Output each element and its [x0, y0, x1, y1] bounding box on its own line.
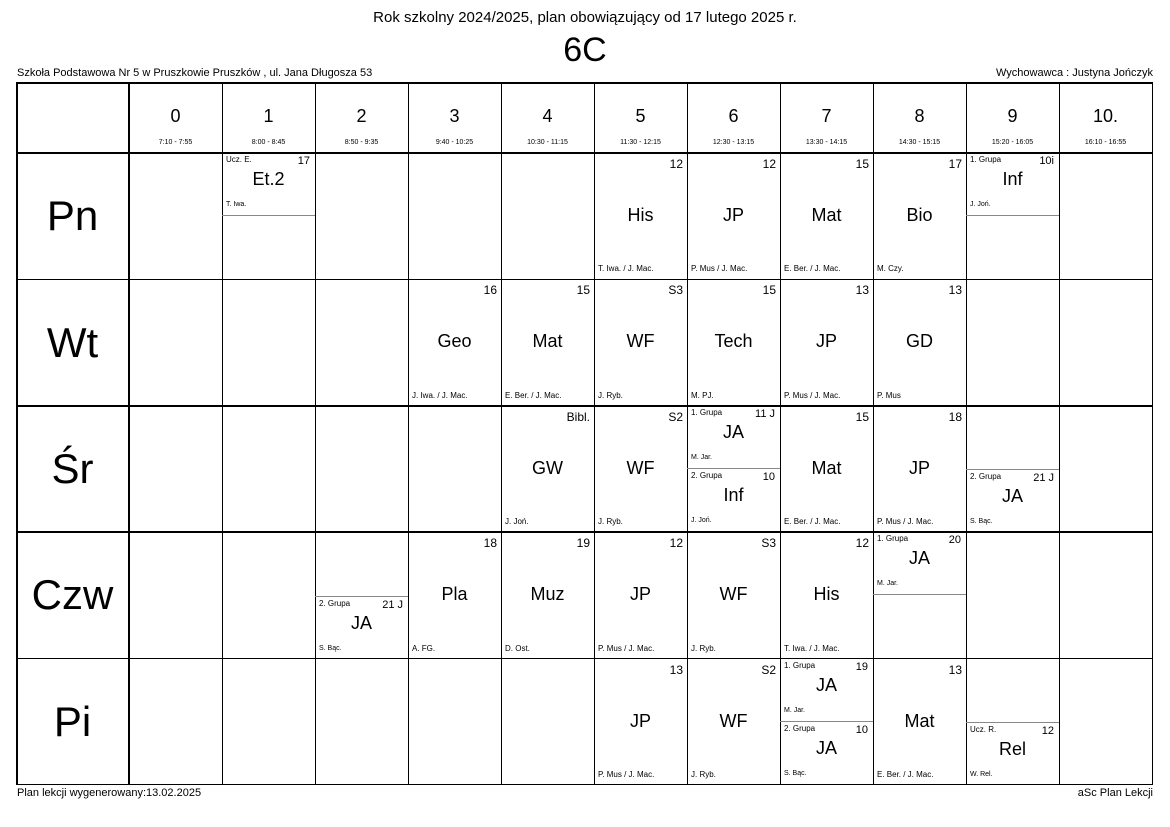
teacher-name: J. Joń.: [505, 517, 529, 527]
subject-name: Et.2: [252, 169, 285, 189]
period-time: 9:40 - 10:25: [435, 139, 474, 146]
teacher-name: J. Iwa. / J. Mac.: [412, 390, 468, 400]
room-number: 21 J: [382, 598, 403, 611]
teacher-name: D. Ost.: [505, 643, 530, 653]
lesson-cell[interactable]: [408, 279, 501, 405]
subject-name: JP: [629, 710, 651, 731]
group-name: 2. Grupa: [691, 471, 723, 481]
lesson-cell[interactable]: [501, 406, 594, 532]
subject-name: Mat: [904, 710, 935, 731]
period-header: [594, 82, 687, 153]
teacher-name: M. PJ.: [691, 390, 714, 400]
room-number: 15: [762, 283, 776, 298]
lesson-cell[interactable]: [966, 153, 1059, 279]
lesson-cell[interactable]: [687, 153, 780, 279]
teacher-name: P. Mus: [877, 390, 901, 400]
period-header: [873, 82, 966, 153]
teacher-name: M. Jar.: [691, 453, 713, 461]
lesson-cell[interactable]: [873, 659, 966, 785]
lesson-cell[interactable]: [687, 659, 780, 785]
subject-name: JA: [815, 674, 837, 695]
room-number: 15: [855, 157, 869, 171]
period-header: [408, 82, 501, 153]
day-label: Pi: [53, 697, 92, 745]
lesson-cell[interactable]: [687, 406, 780, 532]
lesson-cell[interactable]: [780, 153, 873, 279]
subject-name: Geo: [437, 331, 472, 352]
room-number: 12: [855, 536, 869, 551]
period-number: 7: [821, 106, 832, 126]
room-number: 16: [483, 283, 497, 298]
lesson-cell[interactable]: [966, 406, 1059, 532]
group-name: 2. Grupa: [319, 598, 351, 608]
teacher-name: T. Iwa. / J. Mac.: [784, 643, 840, 653]
timetable-grid: [16, 82, 1153, 785]
room-number: S3: [761, 536, 776, 551]
teacher-name: J. Ryb.: [691, 643, 716, 653]
teacher-name: P. Mus / J. Mac.: [877, 517, 934, 527]
school-name: Szkoła Podstawowa Nr 5 w Pruszkowie Pruszków , ul. Jana Długosza 53: [17, 67, 373, 79]
group-lesson[interactable]: [780, 659, 873, 722]
room-number: 13: [855, 283, 869, 298]
lesson-cell[interactable]: [315, 532, 408, 658]
group-lesson[interactable]: [687, 406, 780, 469]
period-number: 6: [728, 106, 739, 126]
teacher-name: P. Mus / J. Mac.: [598, 769, 655, 779]
period-number: 1: [263, 106, 274, 126]
room-number: 17: [948, 157, 962, 171]
period-header: [129, 82, 222, 153]
lesson-cell[interactable]: [594, 659, 687, 785]
teacher-name: P. Mus / J. Mac.: [598, 643, 655, 653]
teacher-name: A. FG.: [412, 643, 436, 653]
subject-name: His: [813, 584, 840, 605]
period-time: 14:30 - 15:15: [898, 139, 941, 146]
day-label: Śr: [51, 444, 94, 492]
teacher-name: T. Iwa.: [226, 201, 247, 208]
room-number: 12: [762, 157, 776, 171]
teacher-name: S. Bąc.: [784, 769, 807, 777]
period-number: 3: [449, 106, 460, 126]
group-lesson[interactable]: [966, 469, 1059, 532]
subject-name: JA: [350, 612, 372, 633]
subject-name: WF: [626, 331, 655, 352]
group-lesson[interactable]: [222, 153, 315, 216]
generated-date: Plan lekcji wygenerowany:13.02.2025: [17, 787, 202, 799]
period-time: 10:30 - 11:15: [527, 139, 568, 146]
subject-name: Bio: [906, 205, 933, 225]
grid-line-vertical: [1152, 82, 1154, 785]
day-label: Wt: [46, 318, 99, 366]
subject-name: JP: [629, 584, 651, 605]
period-number: 9: [1007, 106, 1018, 126]
room-number: 13: [948, 662, 962, 677]
lesson-cell[interactable]: [501, 532, 594, 658]
lesson-cell[interactable]: [594, 279, 687, 405]
day-label: Czw: [31, 571, 114, 619]
teacher-name: S. Bąc.: [970, 518, 993, 526]
teacher-name: P. Mus / J. Mac.: [691, 264, 748, 274]
subject-name: Tech: [714, 331, 753, 352]
group-name: 2. Grupa: [970, 472, 1002, 482]
teacher-name: J. Joń.: [691, 517, 712, 525]
lesson-cell[interactable]: [594, 532, 687, 658]
room-number: 12: [1041, 724, 1054, 737]
period-number: 2: [356, 106, 367, 126]
subject-name: GD: [906, 331, 933, 352]
lesson-cell[interactable]: [780, 532, 873, 658]
teacher-name: E. Ber. / J. Mac.: [784, 264, 841, 274]
lesson-cell[interactable]: [408, 532, 501, 658]
lesson-cell[interactable]: [594, 153, 687, 279]
teacher-name: M. Jar.: [784, 706, 806, 714]
room-number: 12: [669, 157, 683, 171]
group-lesson[interactable]: [966, 153, 1059, 216]
period-time: 15:20 - 16:05: [991, 139, 1034, 146]
group-name: 1. Grupa: [877, 534, 909, 544]
teacher-name: S. Bąc.: [319, 644, 342, 652]
subject-name: Pla: [441, 584, 468, 605]
lesson-cell[interactable]: [687, 279, 780, 405]
group-name: 1. Grupa: [691, 407, 723, 417]
room-number: 10i: [1039, 155, 1054, 167]
subject-name: JA: [722, 421, 744, 442]
group-name: 1. Grupa: [970, 155, 1002, 164]
lesson-cell[interactable]: [780, 279, 873, 405]
room-number: 15: [855, 409, 869, 424]
group-lesson[interactable]: [687, 469, 780, 532]
room-number: 21 J: [1033, 472, 1054, 485]
subject-name: JP: [815, 331, 837, 352]
period-header: [687, 82, 780, 153]
class-title: 6C: [563, 31, 607, 69]
period-time: 16:10 - 16:55: [1084, 139, 1127, 146]
teacher-name: E. Ber. / J. Mac.: [877, 769, 934, 779]
lesson-cell[interactable]: [873, 279, 966, 405]
subject-name: JA: [908, 548, 930, 569]
schedule-header: Rok szkolny 2024/2025, plan obowiązujący od 17 lutego 2025 r.: [373, 9, 797, 26]
period-number: 0: [170, 106, 181, 126]
period-number: 5: [635, 106, 646, 126]
room-number: S2: [668, 409, 683, 424]
period-time: 8:00 - 8:45: [251, 139, 286, 146]
lesson-cell[interactable]: [873, 153, 966, 279]
period-time: 13:30 - 14:15: [805, 139, 848, 146]
lesson-cell[interactable]: [873, 406, 966, 532]
group-name: 2. Grupa: [784, 723, 816, 733]
subject-name: WF: [626, 457, 655, 478]
room-number: S2: [761, 662, 776, 677]
room-number: 19: [576, 536, 590, 551]
subject-name: Mat: [811, 205, 842, 225]
subject-name: Mat: [532, 331, 563, 352]
subject-name: Rel: [998, 738, 1026, 759]
teacher-name: M. Jar.: [877, 580, 899, 588]
homeroom-teacher: Wychowawca : Justyna Jończyk: [995, 67, 1153, 79]
group-name: 1. Grupa: [784, 660, 816, 670]
room-number: 17: [297, 155, 310, 167]
period-time: 11:30 - 12:15: [620, 139, 661, 146]
period-header: [966, 82, 1059, 153]
teacher-name: E. Ber. / J. Mac.: [784, 517, 841, 527]
room-number: 13: [948, 283, 962, 298]
room-number: Bibl.: [566, 409, 590, 424]
period-time: 8:50 - 9:35: [344, 139, 379, 146]
teacher-name: J. Joń.: [970, 201, 991, 208]
period-number: 10.: [1092, 106, 1119, 126]
subject-name: GW: [532, 457, 563, 478]
subject-name: Inf: [1002, 169, 1023, 189]
lesson-cell[interactable]: [687, 532, 780, 658]
teacher-name: P. Mus / J. Mac.: [784, 390, 841, 400]
room-number: 15: [576, 283, 590, 298]
teacher-name: W. Rel.: [970, 770, 993, 778]
subject-name: WF: [719, 584, 748, 605]
subject-name: Inf: [723, 485, 744, 506]
subject-name: JA: [1001, 486, 1023, 507]
group-name: Ucz. E.: [226, 155, 252, 164]
subject-name: Muz: [530, 584, 565, 605]
grid-line-vertical: [408, 82, 409, 785]
lesson-cell[interactable]: [780, 406, 873, 532]
room-number: S3: [668, 283, 683, 298]
lesson-cell[interactable]: [501, 279, 594, 405]
period-header: [501, 82, 594, 153]
room-number: 20: [948, 534, 961, 547]
room-number: 12: [669, 536, 683, 551]
subject-name: WF: [719, 710, 748, 731]
room-number: 13: [669, 662, 683, 677]
lesson-cell[interactable]: [222, 153, 315, 279]
teacher-name: J. Ryb.: [691, 769, 716, 779]
lesson-cell[interactable]: [873, 532, 966, 658]
teacher-name: J. Ryb.: [598, 517, 623, 527]
period-header: [315, 82, 408, 153]
period-header: [1059, 82, 1152, 153]
lesson-cell[interactable]: [780, 659, 873, 785]
room-number: 18: [948, 409, 962, 424]
day-label: Pn: [46, 192, 99, 240]
room-number: 10: [855, 723, 868, 736]
teacher-name: M. Czy.: [877, 264, 904, 274]
period-number: 4: [542, 106, 553, 126]
group-lesson[interactable]: [966, 722, 1059, 785]
period-header: [222, 82, 315, 153]
room-number: 10: [762, 471, 775, 484]
period-time: 12:30 - 13:15: [712, 139, 755, 146]
period-number: 8: [914, 106, 925, 126]
teacher-name: T. Iwa. / J. Mac.: [598, 264, 654, 274]
software-brand: aSc Plan Lekcji: [1077, 787, 1153, 799]
group-name: Ucz. R.: [970, 724, 997, 734]
lesson-cell[interactable]: [966, 659, 1059, 785]
group-lesson[interactable]: [315, 596, 408, 659]
subject-name: His: [627, 205, 654, 225]
subject-name: Mat: [811, 457, 842, 478]
subject-name: JA: [815, 737, 837, 758]
period-time: 7:10 - 7:55: [158, 139, 193, 146]
group-lesson[interactable]: [873, 532, 966, 595]
teacher-name: J. Ryb.: [598, 390, 623, 400]
group-lesson[interactable]: [780, 722, 873, 785]
room-number: 11 J: [755, 407, 775, 420]
room-number: 19: [855, 660, 868, 673]
room-number: 18: [483, 536, 497, 551]
lesson-cell[interactable]: [594, 406, 687, 532]
subject-name: JP: [908, 457, 930, 478]
teacher-name: E. Ber. / J. Mac.: [505, 390, 562, 400]
subject-name: JP: [722, 205, 744, 225]
period-header: [780, 82, 873, 153]
